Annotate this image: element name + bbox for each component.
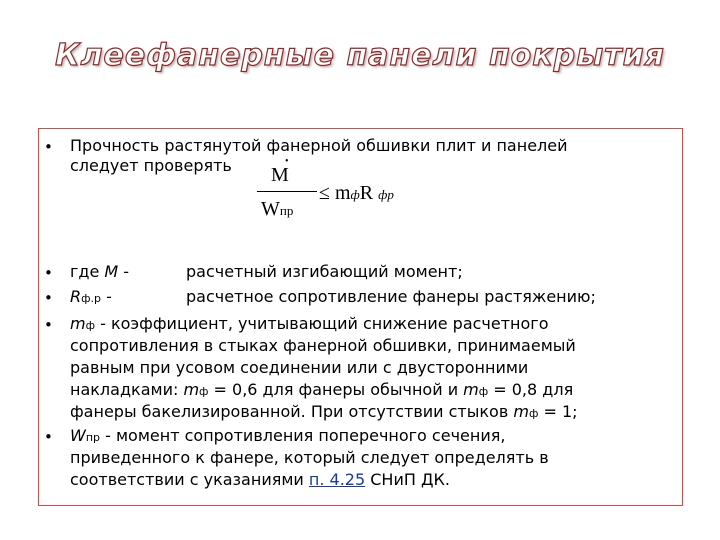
item-w-line-1: Wпр - момент сопротивления поперечного сечения, xyxy=(70,426,506,445)
bullet: • xyxy=(44,428,53,446)
formula-numerator: M xyxy=(271,164,289,186)
bullet: • xyxy=(44,138,53,156)
bullet: • xyxy=(44,316,53,334)
item-m: где M - расчетный изгибающий момент; xyxy=(70,262,463,281)
item-mf-line-4: накладками: mф = 0,6 для фанеры обычной и mф = 0,8 для xyxy=(70,380,574,399)
item-mf-line-2: сопротивления в стыках фанерной обшивки, принимаемый xyxy=(70,336,576,355)
item-w-line-3: соответствии с указаниями п. 4.25 СНиП ДК. xyxy=(70,470,450,489)
fraction-bar xyxy=(257,191,317,192)
item-mf-line-3: равным при усовом соединении или с двусторонними xyxy=(70,358,529,377)
slide-title: Клеефанерные панели покрытия xyxy=(55,38,665,73)
bullet: • xyxy=(44,289,53,307)
intro-line-1: Прочность растянутой фанерной обшивки плит и панелей xyxy=(70,136,568,155)
reference-link[interactable]: п. 4.25 xyxy=(308,470,366,489)
bullet: • xyxy=(44,264,53,282)
formula-relation: ≤ mфR фр xyxy=(319,182,394,204)
item-m-desc: расчетный изгибающий момент; xyxy=(186,262,463,281)
intro-line-2: следует проверять xyxy=(70,156,232,175)
formula-denominator: Wпр xyxy=(261,198,294,220)
strength-formula xyxy=(255,156,415,230)
item-r: Rф.р - расчетное сопротивление фанеры растяжению; xyxy=(70,287,596,306)
item-mf-line-1: mф - коэффициент, учитывающий снижение расчетного xyxy=(70,314,549,333)
item-mf-line-5: фанеры бакелизированной. При отсутствии стыков mф = 1; xyxy=(70,402,578,421)
formula-dot: • xyxy=(285,156,289,167)
item-w-line-2: приведенного к фанере, который следует определять в xyxy=(70,448,549,467)
item-r-desc: расчетное сопротивление фанеры растяжению; xyxy=(186,287,596,306)
